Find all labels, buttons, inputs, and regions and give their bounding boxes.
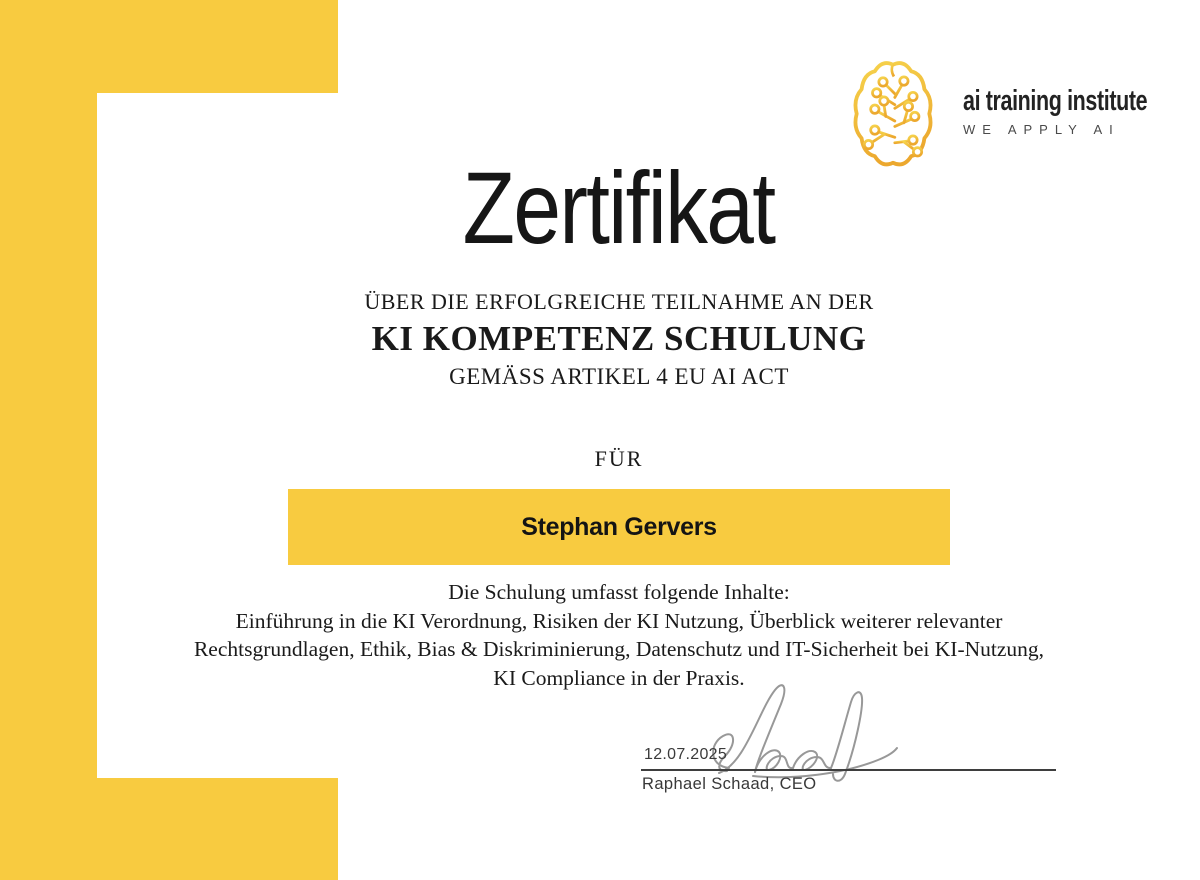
certificate-title: Zertifikat: [463, 151, 775, 265]
for-label: FÜR: [594, 446, 644, 471]
contents-line: KI Compliance in der Praxis.: [493, 665, 745, 690]
brand-header: [843, 52, 1200, 170]
contents-intro: Die Schulung umfasst folgende Inhalte:: [448, 580, 790, 604]
brand-name: ai training institute: [963, 84, 1148, 117]
recipient-banner: [288, 489, 950, 565]
frame-left-bar: [0, 0, 97, 880]
issue-date: 12.07.2025: [644, 746, 728, 763]
legal-basis-line: GEMÄSS ARTIKEL 4 EU AI ACT: [449, 364, 789, 389]
course-contents: [38, 578, 1200, 692]
brand-tagline: WE APPLY AI: [963, 122, 1120, 138]
frame-bottom-bar: [0, 778, 338, 880]
contents-line: Einführung in die KI Verordnung, Risiken der KI Nutzung, Überblick weiterer relevanter: [235, 608, 1003, 633]
contents-line: Rechtsgrundlagen, Ethik, Bias & Diskriminierung, Datenschutz und IT-Sicherheit bei KI-Nutzung,: [193, 637, 1045, 662]
course-name: KI KOMPETENZ SCHULUNG: [371, 319, 867, 358]
signatory-name: Raphael Schaad, CEO: [642, 775, 817, 793]
signature-line: [641, 769, 1056, 771]
recipient-name: Stephan Gervers: [521, 512, 717, 541]
frame-top-bar: [0, 0, 338, 93]
brand-text: [963, 85, 1200, 137]
participation-line: ÜBER DIE ERFOLGREICHE TEILNAHME AN DER: [364, 289, 874, 314]
brain-circuit-icon: [843, 52, 943, 170]
